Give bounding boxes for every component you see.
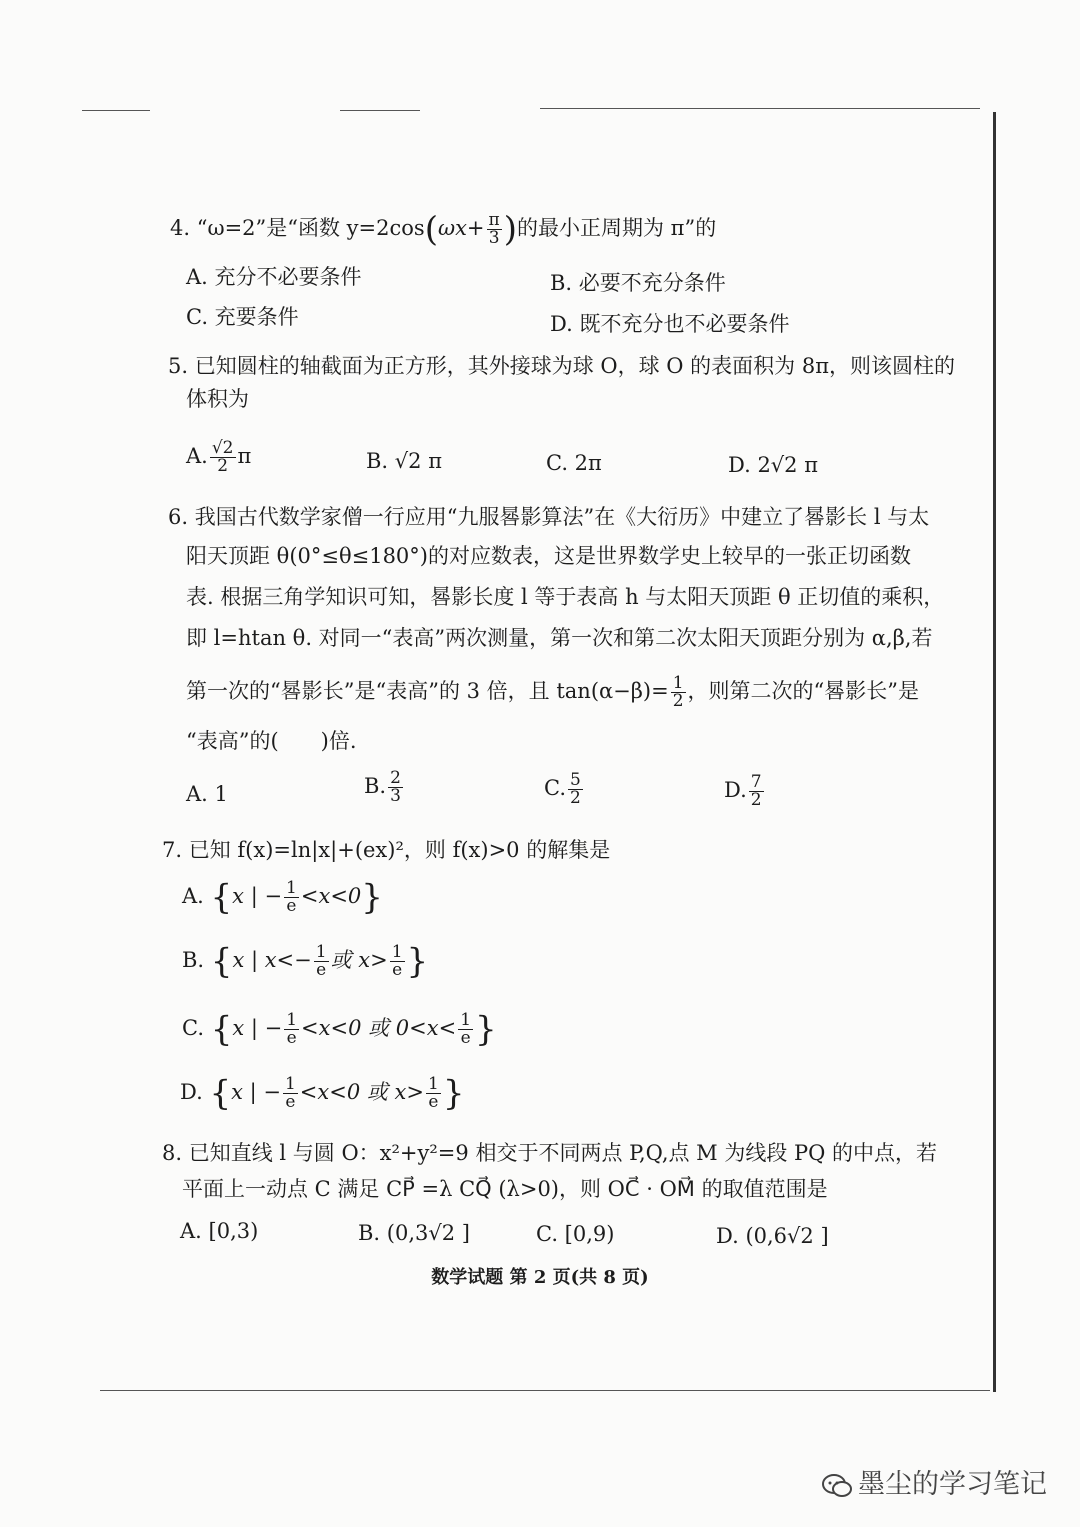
watermark [822, 1462, 1047, 1501]
q7-option-b: B. {x | x<− $\frac{1}{e}$ 或 x> $\frac{1}{e}$ } [182, 941, 429, 982]
q5-stem-line1: 5. 已知圆柱的轴截面为正方形，其外接球为球 O，球 O 的表面积为 8π，则该圆柱的 [168, 354, 956, 378]
q5-option-b: B. √2 π [366, 449, 443, 473]
q6-stem-line2: 阳天顶距 θ(0°≤θ≤180°)的对应数表，这是世界数学史上较早的一张正切函数 [186, 544, 911, 568]
q6-stem-line1: 6. 我国古代数学家僧一行应用“九服晷影算法”在《大衍历》中建立了晷影长 l 与太 [168, 505, 930, 529]
chat-bubbles-icon [822, 1473, 852, 1499]
top-rule-left [82, 110, 150, 111]
watermark-text: 墨尘的学习笔记 [858, 1469, 1047, 1500]
bottom-rule [100, 1390, 990, 1391]
q8-stem-line1: 8. 已知直线 l 与圆 O：x²+y²=9 相交于不同两点 P,Q,点 M 为线段 PQ 的中点，若 [162, 1141, 938, 1165]
q6-option-b: B. $\frac{2}{3}$ [364, 768, 401, 806]
top-rule-mid [340, 110, 420, 111]
q7-option-c: C. {x | − $\frac{1}{e}$ <x<0 或 0<x< $\frac{1}{e}$ } [182, 1009, 497, 1050]
q8-option-c: C. [0,9) [536, 1222, 615, 1246]
q5-option-c: C. 2π [546, 451, 602, 475]
q6-stem-line4: 即 l=htan θ. 对同一“表高”两次测量，第一次和第二次太阳天顶距分别为 α,β,若 [186, 626, 933, 650]
q6-stem-line6: “表高”的( )倍. [186, 729, 357, 753]
q7-option-a: A. {x | − $\frac{1}{e}$ <x<0} [182, 877, 383, 918]
q5-stem-line2: 体积为 [186, 387, 249, 411]
q4-option-b: B. 必要不充分条件 [550, 271, 726, 295]
q8-stem-line2: 平面上一动点 C 满足 CP⃗ =λ CQ⃗ (λ>0)，则 OC⃗ · OM⃗ 的取值范围是 [182, 1177, 828, 1201]
q7-option-d: D. {x | − $\frac{1}{e}$ <x<0 或 x> $\frac{1}{e}$ } [180, 1073, 465, 1114]
page-footer: 数学试题 第 2 页(共 8 页) [431, 1267, 649, 1288]
q4-stem: 4. “ω=2”是“函数 y=2cos(ωx+ $\frac{\pi}{3}$ )的最小正周期为 π”的 [170, 209, 717, 250]
q6-stem-line5: 第一次的“晷影长”是“表高”的 3 倍，且 tan(α−β)= $\frac{1}{2}$ ，则第二次的“晷影长”是 [186, 673, 920, 711]
q4-option-a: A. 充分不必要条件 [186, 265, 362, 289]
q8-option-b: B. (0,3√2 ] [358, 1221, 470, 1245]
q6-stem-line3: 表. 根据三角学知识可知，晷影长度 l 等于表高 h 与太阳天顶距 θ 正切值的乘积， [186, 585, 945, 609]
q5-option-a: A. $\frac{√2}{2}$ π [186, 438, 252, 476]
q8-option-a: A. [0,3) [180, 1219, 259, 1243]
q4-option-d: D. 既不充分也不必要条件 [550, 312, 790, 336]
q5-option-d: D. 2√2 π [728, 453, 819, 477]
right-border [993, 112, 996, 1392]
q4-option-c: C. 充要条件 [186, 305, 299, 329]
q8-option-d: D. (0,6√2 ] [716, 1224, 829, 1248]
q7-stem: 7. 已知 f(x)=ln|x|+(ex)²，则 f(x)>0 的解集是 [162, 838, 611, 862]
top-rule-right [540, 108, 980, 109]
q6-option-d: D. $\frac{7}{2}$ [724, 772, 762, 810]
q6-option-a: A. 1 [186, 782, 228, 806]
q6-option-c: C. $\frac{5}{2}$ [544, 770, 581, 808]
